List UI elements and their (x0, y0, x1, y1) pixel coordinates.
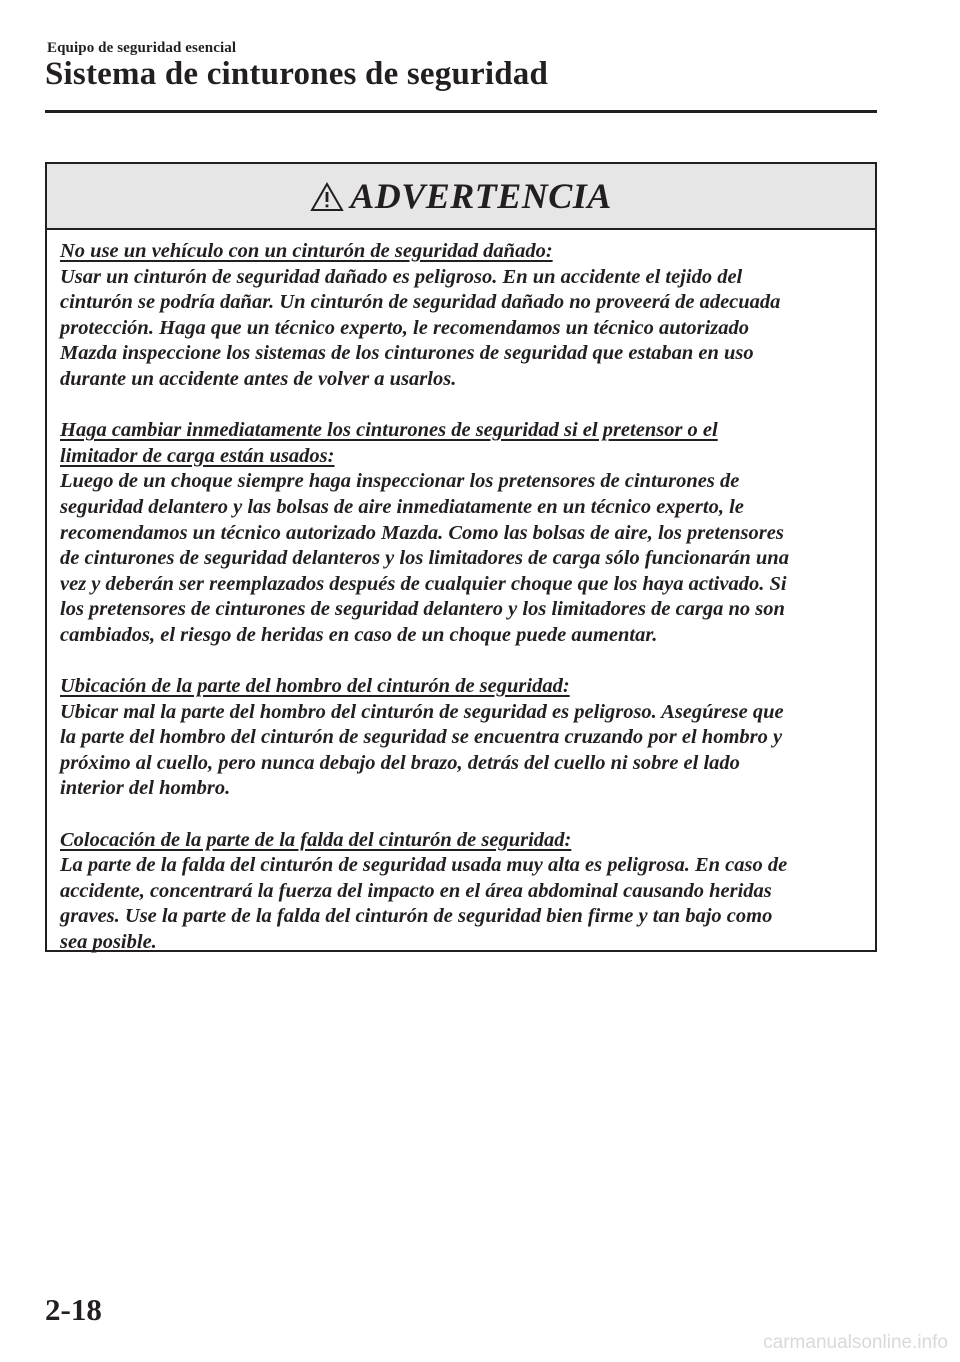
body-line: La parte de la falda del cinturón de seguridad usada muy alta es peligrosa. En caso de (60, 854, 788, 877)
page-number: 2-18 (45, 1292, 102, 1327)
warning-header (47, 164, 875, 230)
body-line: Ubicar mal la parte del hombro del cinturón de seguridad es peligroso. Asegúrese que (60, 700, 784, 723)
section-body (60, 853, 875, 955)
body-line: Luego de un choque siempre haga inspeccionar los pretensores de cinturones de (60, 470, 740, 493)
section-heading (60, 674, 875, 700)
body-line: cinturón se podría dañar. Un cinturón de seguridad dañado no proveerá de adecuada (60, 291, 781, 314)
body-line: protección. Haga que un técnico experto, le recomendamos un técnico autorizado (60, 316, 750, 339)
body-line: cambiados, el riesgo de heridas en caso de un choque puede aumentar. (60, 623, 658, 646)
body-line: Mazda inspeccione los sistemas de los cinturones de seguridad que estaban en uso (60, 342, 754, 365)
warning-section (60, 418, 875, 648)
body-line: durante un accidente antes de volver a usarlos. (60, 367, 457, 390)
body-line: accidente, concentrará la fuerza del impacto en el área abdominal causando heridas (60, 879, 772, 902)
heading-line: Ubicación de la parte del hombro del cinturón de seguridad: (60, 675, 570, 698)
warning-triangle-icon (310, 182, 344, 212)
body-line: recomendamos un técnico autorizado Mazda. Como las bolsas de aire, los pretensores (60, 521, 784, 544)
section-body (60, 265, 875, 393)
warning-title: ADVERTENCIA (350, 176, 612, 216)
warning-box (45, 162, 877, 952)
heading-line: No use un vehículo con un cinturón de seguridad dañado: (60, 240, 553, 262)
warning-body (47, 230, 875, 956)
title-rule (45, 110, 877, 113)
body-line: la parte del hombro del cinturón de seguridad se encuentra cruzando por el hombro y (60, 726, 783, 749)
warning-section (60, 674, 875, 802)
body-line: graves. Use la parte de la falda del cinturón de seguridad bien firme y tan bajo como (60, 905, 773, 928)
heading-line: limitador de carga están usados: (60, 444, 335, 467)
body-line: de cinturones de seguridad delanteros y los limitadores de carga sólo funcionarán una (60, 547, 789, 570)
section-heading (60, 239, 875, 265)
section-body (60, 469, 875, 648)
body-line: seguridad delantero y las bolsas de aire inmediatamente en un técnico experto, le (60, 495, 744, 518)
section-heading (60, 828, 875, 854)
watermark: carmanualsonline.info (763, 1332, 948, 1353)
body-line: los pretensores de cinturones de seguridad delantero y los limitadores de carga no son (60, 598, 785, 621)
warning-section (60, 828, 875, 956)
section-label: Equipo de seguridad esencial (47, 40, 237, 56)
section-body (60, 700, 875, 802)
page-title: Sistema de cinturones de seguridad (45, 56, 549, 92)
section-heading (60, 418, 875, 469)
body-line: vez y deberán ser reemplazados después de cualquier choque que los haya activado. Si (60, 572, 787, 595)
warning-section (60, 239, 875, 393)
body-line: Usar un cinturón de seguridad dañado es peligroso. En un accidente el tejido del (60, 265, 743, 288)
heading-line: Colocación de la parte de la falda del cinturón de seguridad: (60, 828, 572, 851)
body-line: próximo al cuello, pero nunca debajo del brazo, detrás del cuello ni sobre el lado (60, 751, 740, 774)
body-line: sea posible. (60, 931, 157, 954)
heading-line: Haga cambiar inmediatamente los cinturones de seguridad si el pretensor o el (60, 419, 718, 442)
body-line: interior del hombro. (60, 777, 231, 800)
